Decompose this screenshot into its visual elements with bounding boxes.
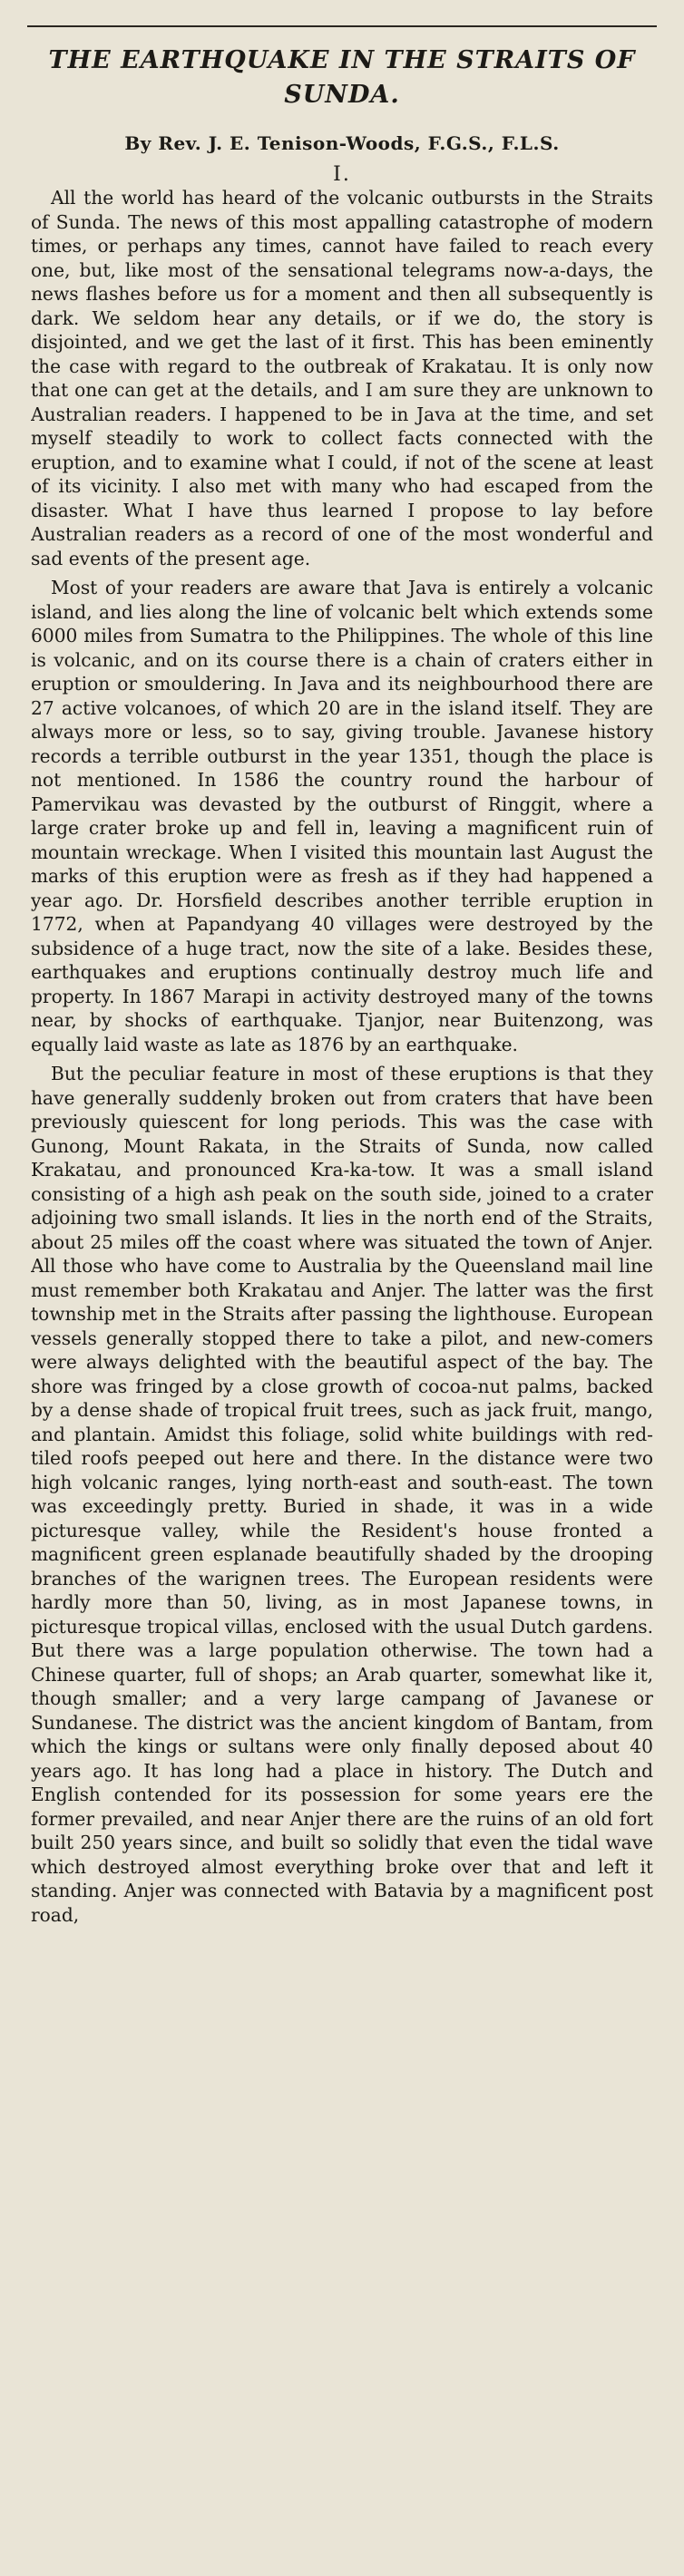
newspaper-column	[31, 36, 653, 2557]
paragraph-1: All the world has heard of the volcanic outbursts in the Straits of Sunda. The news of this most appalling catastrophe of modern times, or perhaps any times, cannot have failed to reach every one, but, like most of the sensational telegrams now-a-days, the news flashes before us for a moment and then all subsequently is dark. We seldom hear any details, or if we do, the story is disjointed, and we get the last of it first. This has been eminently the case with regard to the outbreak of Krakatau. It is only now that one can get at the details, and I am sure they are unknown to Australian readers. I happened to be in Java at the time, and set myself steadily to work to collect facts connected with the eruption, and to examine what I could, if not of the scene at least of its vicinity. I also met with many who had escaped from the disaster. What I have thus learned I propose to lay before Australian readers as a record of one of the most wonderful and sad events of the present age.	[31, 187, 653, 569]
part-number: I.	[333, 163, 351, 186]
article-byline: By Rev. J. E. Tenison-Woods, F.G.S., F.L.S.	[124, 132, 560, 154]
paragraph-2: Most of your readers are aware that Java is entirely a volcanic island, and lies along the line of volcanic belt which extends some 6000 miles from Sumatra to the Philippines. The whole of this line is volcanic, and on its course there is a chain of craters either in eruption or smouldering. In Java and its neighbourhood there are 27 active volcanoes, of which 20 are in the island itself. They are always more or less, so to say, giving trouble. Javanese history records a terrible outburst in the year 1351, though the place is not mentioned. In 1586 the country round the harbour of Pamervikau was devasted by the outburst of Ringgit, where a large crater broke up and fell in, leaving a magnificent ruin of mountain wreckage. When I visited this mountain last August the marks of this eruption were as fresh as if they had happened a year ago. Dr. Horsfield describes another terrible eruption in 1772, when at Papandyang 40 villages were destroyed by the subsidence of a huge tract, now the site of a lake. Besides these, earthquakes and eruptions continually destroy much life and property. In 1867 Marapi in activity destroyed many of the towns near, by shocks of earthquake. Tjanjor, near Buitenzong, was equally laid waste as late as 1876 by an earthquake.	[31, 577, 653, 1055]
top-rule	[27, 25, 657, 27]
article-title: THE EARTHQUAKE IN THE STRAITS OF SUNDA.	[48, 46, 636, 109]
article-body	[31, 186, 653, 1927]
paragraph-3: But the peculiar feature in most of these eruptions is that they have generally suddenly broken out from craters that have been previously quiescent for long periods. This was the case with Gunong, Mount Rakata, in the Straits of Sunda, now called Krakatau, and pronounced Kra-ka-tow. It was a small island consisting of a high ash peak on the south side, joined to a crater adjoining two small islands. It lies in the north end of the Straits, about 25 miles off the coast where was situated the town of Anjer. All those who have come to Australia by the Queensland mail line must remember both Krakatau and Anjer. The latter was the first township met in the Straits after passing the lighthouse. European vessels generally stopped there to take a pilot, and new-comers were always delighted with the beautiful aspect of the bay. The shore was fringed by a close growth of cocoa-nut palms, backed by a dense shade of tropical fruit trees, such as jack fruit, mango, and plantain. Amidst this foliage, solid white buildings with red-tiled roofs peeped out here and there. In the distance were two high volcanic ranges, lying north-east and south-east. The town was exceedingly pretty. Buried in shade, it was in a wide picturesque valley, while the Resident's house fronted a magnificent green esplanade beautifully shaded by the drooping branches of the warignen trees. The European residents were hardly more than 50, living, as in most Japanese towns, in picturesque tropical villas, enclosed with the usual Dutch gardens. But there was a large population otherwise. The town had a Chinese quarter, full of shops; an Arab quarter, somewhat like it, though smaller; and a very large campang of Javanese or Sundanese. The district was the ancient kingdom of Bantam, from which the kings or sultans were only finally deposed about 40 years ago. It has long had a place in history. The Dutch and English contended for its possession for some years ere the former prevailed, and near Anjer there are the ruins of an old fort built 250 years since, and built so solidly that even the tidal wave which destroyed almost everything broke over that and left it standing. Anjer was connected with Batavia by a magnificent post road,	[31, 1063, 653, 1926]
